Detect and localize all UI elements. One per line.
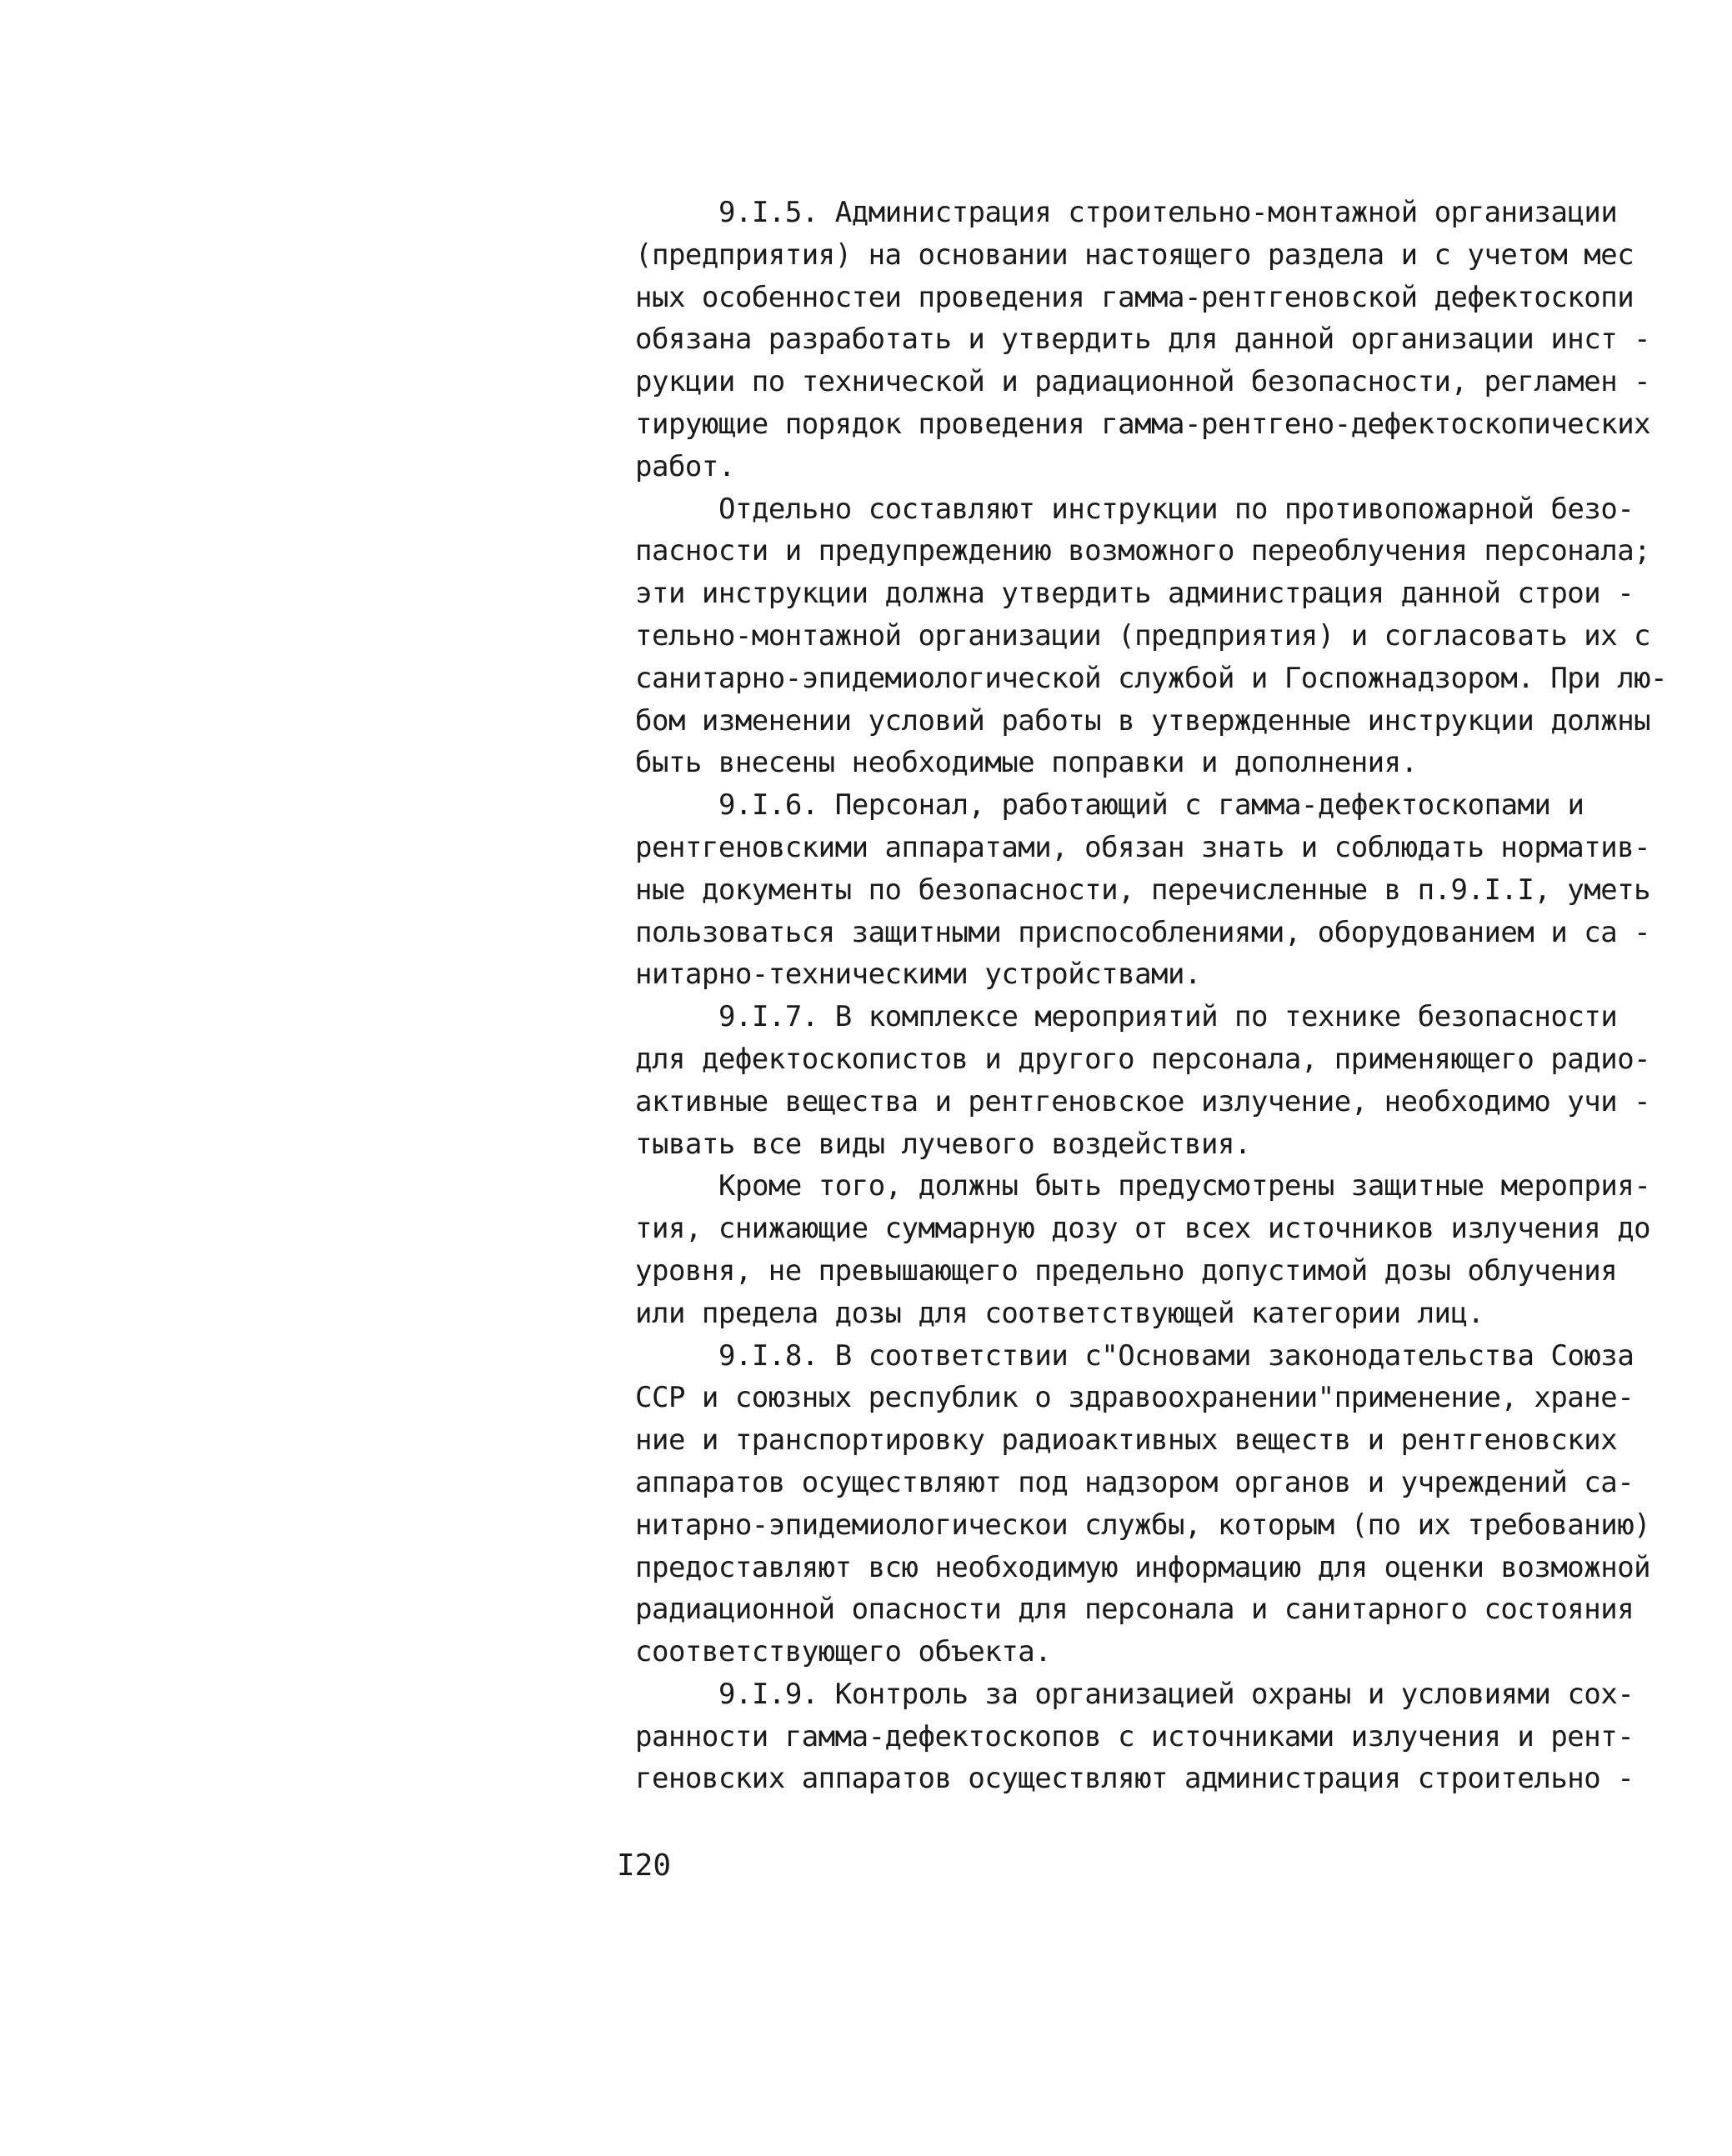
text-line: бом изменении условий работы в утвержденные инструкции должны <box>635 703 1651 738</box>
text-line: 9.I.5. Администрация строительно-монтажной организации <box>718 196 1618 229</box>
text-line: для дефектоскопистов и другого персонала, применяющего радио- <box>635 1042 1651 1076</box>
text-line: аппаратов осуществляют под надзором органов и учреждений са- <box>635 1465 1634 1499</box>
text-line: санитарно-эпидемиологической службой и Госпожнадзором. При лю- <box>635 661 1668 695</box>
text-line: тывать все виды лучевого воздействия. <box>635 1127 1251 1161</box>
text-line: работ. <box>635 449 735 483</box>
text-line: уровня, не превышающего предельно допустимой дозы облучения <box>635 1253 1618 1288</box>
text-line: тия, снижающие суммарную дозу от всех источников излучения до <box>635 1212 1651 1246</box>
text-line: ССР и союзных республик о здравоохранении"применение, хране- <box>635 1381 1634 1415</box>
text-line: предоставляют всю необходимую информацию для оценки возможной <box>635 1550 1651 1584</box>
text-line: пасности и предупреждению возможного переоблучения персонала; <box>635 534 1651 568</box>
text-line: обязана разработать и утвердить для данной организации инст - <box>635 323 1651 357</box>
text-line: нитарно-эпидемиологическои службы, которым (по их требованию) <box>635 1508 1651 1542</box>
text-line: 9.I.7. В комплексе мероприятий по технике безопасности <box>718 1000 1618 1034</box>
text-line: радиационной опасности для персонала и санитарного состояния <box>635 1593 1634 1627</box>
body-text <box>635 192 1685 1800</box>
text-line: Отдельно составляют инструкции по противопожарной безо- <box>718 492 1634 526</box>
text-line: ных особенностеи проведения гамма-рентгеновской дефектоскопи <box>635 280 1634 314</box>
text-line: ранности гамма-дефектоскопов с источниками излучения и рент- <box>635 1719 1634 1753</box>
text-line: Кроме того, должны быть предусмотрены защитные мероприя- <box>718 1169 1651 1203</box>
page-number: I20 <box>617 1848 672 1883</box>
text-line: тирующие порядок проведения гамма-рентгено-дефектоскопических <box>635 407 1651 441</box>
text-line: быть внесены необходимые поправки и дополнения. <box>635 746 1418 780</box>
text-line: ние и транспортировку радиоактивных веществ и рентгеновских <box>635 1423 1618 1458</box>
text-line: ные документы по безопасности, перечисленные в п.9.I.I, уметь <box>635 873 1651 907</box>
text-line: активные вещества и рентгеновское излучение, необходимо учи - <box>635 1084 1651 1118</box>
text-line: геновских аппаратов осуществляют администрация строительно - <box>635 1762 1634 1796</box>
text-line: рентгеновскими аппаратами, обязан знать и соблюдать норматив- <box>635 830 1651 864</box>
text-line: пользоваться защитными приспособлениями, оборудованием и са - <box>635 915 1651 949</box>
text-line: 9.I.8. В соответствии с"Основами законодательства Союза <box>718 1338 1634 1373</box>
text-line: (предприятия) на основании настоящего раздела и с учетом мес <box>635 238 1634 272</box>
text-line: 9.I.6. Персонал, работающий с гамма-дефектоскопами и <box>718 788 1584 823</box>
text-line: тельно-монтажной организации (предприятия) и согласовать их с <box>635 618 1651 653</box>
text-line: соответствующего объекта. <box>635 1635 1052 1669</box>
text-line: рукции по технической и радиационной безопасности, регламен - <box>635 365 1651 399</box>
text-line: эти инструкции должна утвердить администрация данной строи - <box>635 577 1634 611</box>
text-line: или предела дозы для соответствующей категории лиц. <box>635 1296 1484 1330</box>
text-line: 9.I.9. Контроль за организацией охраны и условиями сох- <box>718 1677 1634 1711</box>
text-line: нитарно-техническими устройствами. <box>635 958 1201 992</box>
